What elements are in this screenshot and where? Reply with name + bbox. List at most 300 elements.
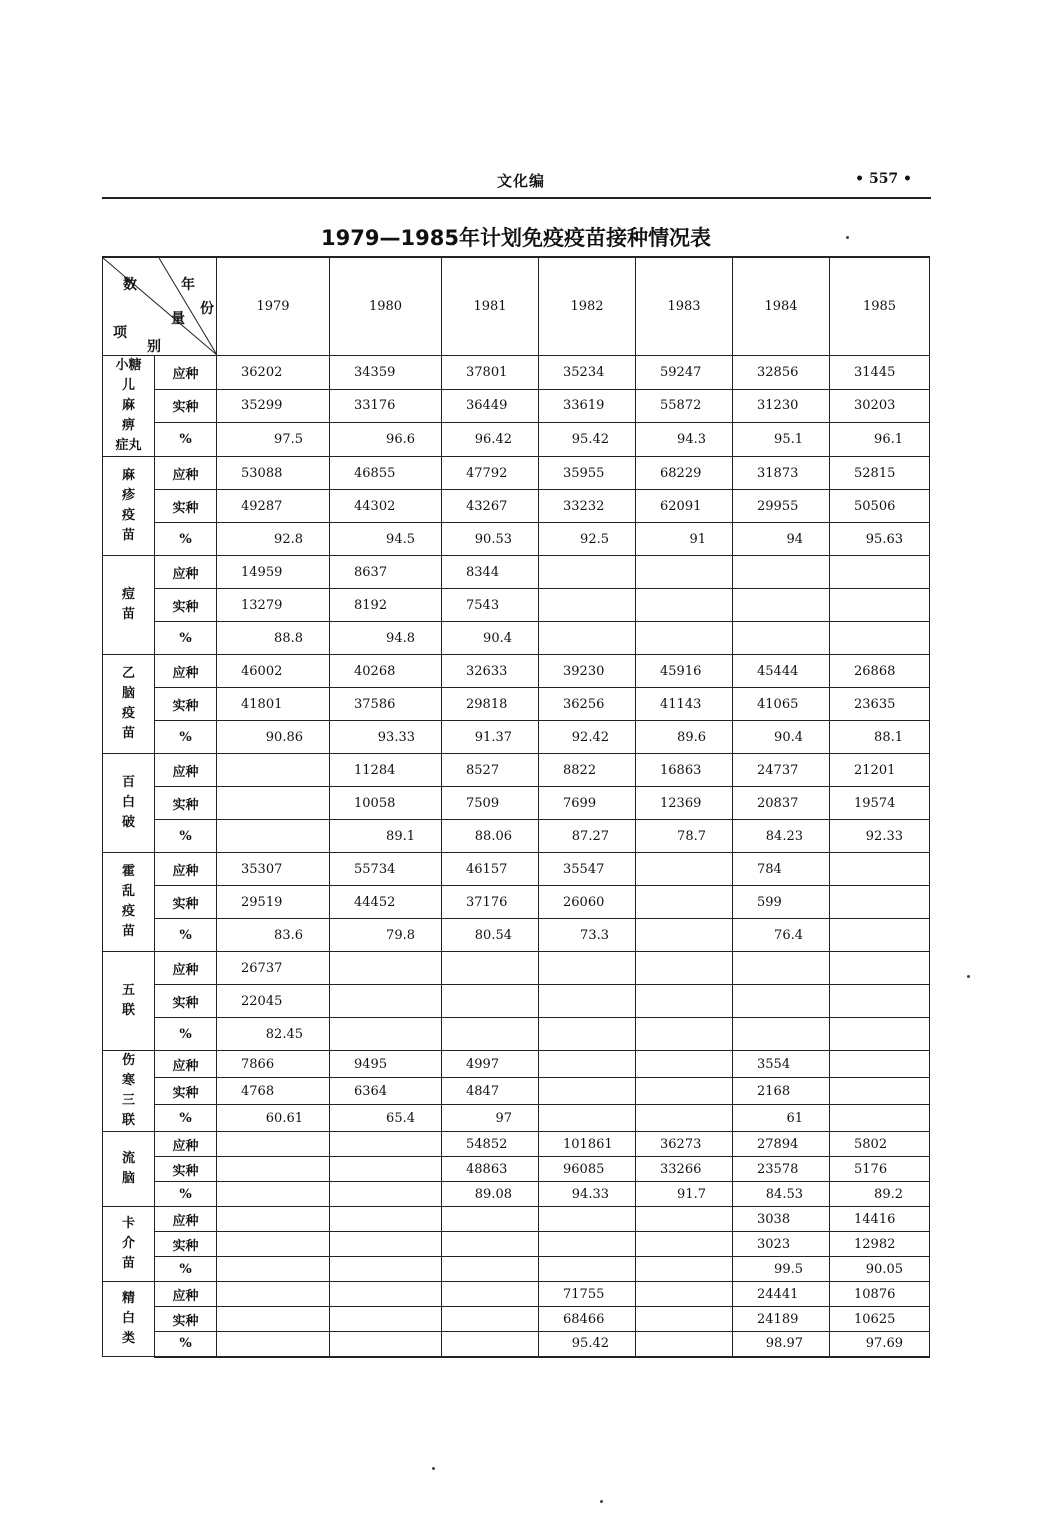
row-type-label: %	[155, 820, 217, 853]
actual-count-cell	[217, 1232, 330, 1257]
planned-count-cell: 36273	[636, 1132, 733, 1157]
corner-shu: 数	[123, 277, 137, 293]
row-type-label: %	[155, 622, 217, 655]
actual-count-cell: 48863	[442, 1157, 539, 1182]
row-type-label: %	[155, 919, 217, 952]
row-type-label: %	[155, 1257, 217, 1282]
percent-cell: 95.63	[830, 523, 930, 556]
actual-count-cell: 13279	[217, 589, 330, 622]
percent-cell: 98.97	[733, 1332, 830, 1357]
percent-cell	[539, 1257, 636, 1282]
percent-cell	[636, 622, 733, 655]
table-row	[103, 1132, 930, 1157]
percent-cell: 97	[442, 1105, 539, 1132]
planned-count-cell: 45444	[733, 655, 830, 688]
table-row	[103, 721, 930, 754]
planned-count-cell: 11284	[330, 754, 442, 787]
vaccine-group-char: 疫	[121, 508, 135, 523]
table-row	[103, 1051, 930, 1078]
percent-cell	[330, 1018, 442, 1051]
actual-count-cell: 36256	[539, 688, 636, 721]
planned-count-cell	[539, 556, 636, 589]
row-type-label: %	[155, 1105, 217, 1132]
actual-count-cell	[442, 985, 539, 1018]
year-header: 1979	[217, 257, 330, 356]
percent-cell: 94.3	[636, 423, 733, 457]
actual-count-cell: 50506	[830, 490, 930, 523]
planned-count-cell: 35547	[539, 853, 636, 886]
vaccine-group-char: 症丸	[115, 438, 142, 453]
actual-count-cell	[636, 886, 733, 919]
vaccine-group-char: 白	[121, 795, 135, 810]
planned-count-cell: 8344	[442, 556, 539, 589]
percent-cell	[442, 1332, 539, 1357]
percent-cell: 79.8	[330, 919, 442, 952]
actual-count-cell: 62091	[636, 490, 733, 523]
table-row	[103, 1207, 930, 1232]
planned-count-cell: 31445	[830, 356, 930, 390]
print-speck	[432, 1467, 435, 1470]
percent-cell: 83.6	[217, 919, 330, 952]
table-row	[103, 1232, 930, 1257]
vaccine-group-char: 百	[121, 775, 135, 790]
immunization-table	[102, 256, 930, 1358]
actual-count-cell: 8192	[330, 589, 442, 622]
year-header: 1983	[636, 257, 733, 356]
percent-cell	[830, 1105, 930, 1132]
planned-count-cell: 59247	[636, 356, 733, 390]
planned-count-cell	[330, 1207, 442, 1232]
vaccine-group-char: 白	[121, 1311, 135, 1326]
actual-count-cell: 33266	[636, 1157, 733, 1182]
vaccine-group-label	[103, 754, 155, 853]
percent-cell: 73.3	[539, 919, 636, 952]
actual-count-cell: 33619	[539, 389, 636, 423]
print-speck	[600, 1500, 603, 1503]
planned-count-cell: 39230	[539, 655, 636, 688]
vaccine-group-char: 寒	[121, 1073, 135, 1088]
vaccine-group-char: 霍	[121, 864, 135, 879]
percent-cell: 88.8	[217, 622, 330, 655]
table-row	[103, 1018, 930, 1051]
percent-cell: 82.45	[217, 1018, 330, 1051]
planned-count-cell: 784	[733, 853, 830, 886]
vaccine-group-label	[103, 356, 155, 457]
table-row	[103, 356, 930, 390]
actual-count-cell	[330, 985, 442, 1018]
planned-count-cell: 8637	[330, 556, 442, 589]
percent-cell	[442, 1018, 539, 1051]
table-row	[103, 1105, 930, 1132]
actual-count-cell: 20837	[733, 787, 830, 820]
row-type-label: 应种	[155, 1132, 217, 1157]
vaccine-group-char: 流	[121, 1151, 135, 1166]
percent-cell: 88.06	[442, 820, 539, 853]
actual-count-cell	[330, 1157, 442, 1182]
percent-cell	[636, 1332, 733, 1357]
page-header	[102, 168, 930, 196]
actual-count-cell	[636, 1232, 733, 1257]
percent-cell: 65.4	[330, 1105, 442, 1132]
vaccine-group-label	[103, 556, 155, 655]
percent-cell: 90.05	[830, 1257, 930, 1282]
vaccine-group-char: 苗	[121, 726, 135, 741]
row-type-label: %	[155, 423, 217, 457]
print-speck	[846, 236, 849, 239]
vaccine-group-char: 痹	[121, 418, 135, 433]
planned-count-cell: 4997	[442, 1051, 539, 1078]
actual-count-cell: 43267	[442, 490, 539, 523]
vaccine-group-char: 苗	[121, 607, 135, 622]
percent-cell: 76.4	[733, 919, 830, 952]
row-type-label: %	[155, 523, 217, 556]
vaccine-group-label	[103, 853, 155, 952]
planned-count-cell: 46157	[442, 853, 539, 886]
vaccine-group-char: 麻	[121, 398, 135, 413]
planned-count-cell: 14959	[217, 556, 330, 589]
planned-count-cell	[217, 1207, 330, 1232]
planned-count-cell: 27894	[733, 1132, 830, 1157]
print-speck	[967, 975, 970, 978]
percent-cell: 89.08	[442, 1182, 539, 1207]
actual-count-cell	[539, 985, 636, 1018]
actual-count-cell: 33232	[539, 490, 636, 523]
planned-count-cell	[636, 1051, 733, 1078]
actual-count-cell: 10625	[830, 1307, 930, 1332]
actual-count-cell: 41065	[733, 688, 830, 721]
vaccine-group-char: 三	[121, 1093, 135, 1108]
row-type-label: 应种	[155, 952, 217, 985]
actual-count-cell	[539, 1078, 636, 1105]
planned-count-cell	[733, 952, 830, 985]
planned-count-cell: 54852	[442, 1132, 539, 1157]
table-row	[103, 655, 930, 688]
actual-count-cell: 23635	[830, 688, 930, 721]
actual-count-cell: 37586	[330, 688, 442, 721]
actual-count-cell	[636, 985, 733, 1018]
row-type-label: 应种	[155, 754, 217, 787]
year-header: 1980	[330, 257, 442, 356]
row-type-label: 应种	[155, 1207, 217, 1232]
planned-count-cell	[539, 1207, 636, 1232]
planned-count-cell	[636, 952, 733, 985]
actual-count-cell: 41801	[217, 688, 330, 721]
table-row	[103, 754, 930, 787]
actual-count-cell	[830, 589, 930, 622]
planned-count-cell: 10876	[830, 1282, 930, 1307]
vaccine-group-char: 儿	[121, 378, 135, 393]
table-row	[103, 490, 930, 523]
percent-cell	[733, 622, 830, 655]
row-type-label: 应种	[155, 457, 217, 490]
vaccine-group-char: 麻	[121, 468, 135, 483]
vaccine-group-char: 乙	[121, 666, 135, 681]
actual-count-cell	[830, 886, 930, 919]
actual-count-cell: 44452	[330, 886, 442, 919]
vaccine-group-label	[103, 457, 155, 556]
actual-count-cell	[217, 1307, 330, 1332]
percent-cell: 90.86	[217, 721, 330, 754]
planned-count-cell: 37801	[442, 356, 539, 390]
actual-count-cell: 12982	[830, 1232, 930, 1257]
actual-count-cell	[330, 1307, 442, 1332]
row-type-label: 应种	[155, 853, 217, 886]
vaccine-group-char: 脑	[121, 1171, 135, 1186]
table-row	[103, 1078, 930, 1105]
percent-cell: 94	[733, 523, 830, 556]
percent-cell: 95.42	[539, 1332, 636, 1357]
actual-count-cell: 7543	[442, 589, 539, 622]
planned-count-cell: 26737	[217, 952, 330, 985]
percent-cell	[330, 1332, 442, 1357]
planned-count-cell: 9495	[330, 1051, 442, 1078]
percent-cell	[830, 919, 930, 952]
planned-count-cell	[830, 556, 930, 589]
actual-count-cell	[636, 1307, 733, 1332]
percent-cell: 92.8	[217, 523, 330, 556]
actual-count-cell: 4847	[442, 1078, 539, 1105]
table-row	[103, 423, 930, 457]
planned-count-cell	[442, 952, 539, 985]
actual-count-cell: 37176	[442, 886, 539, 919]
vaccine-group-char: 苗	[121, 528, 135, 543]
percent-cell	[539, 1105, 636, 1132]
percent-cell: 88.1	[830, 721, 930, 754]
vaccine-group-char: 小糖	[115, 358, 142, 373]
row-type-label: 实种	[155, 389, 217, 423]
actual-count-cell: 6364	[330, 1078, 442, 1105]
corner-liang: 量	[171, 311, 185, 327]
vaccine-group-char: 乱	[121, 884, 135, 899]
planned-count-cell: 26868	[830, 655, 930, 688]
actual-count-cell: 29519	[217, 886, 330, 919]
actual-count-cell: 44302	[330, 490, 442, 523]
planned-count-cell: 5802	[830, 1132, 930, 1157]
planned-count-cell	[330, 1282, 442, 1307]
percent-cell: 99.5	[733, 1257, 830, 1282]
percent-cell	[636, 1257, 733, 1282]
planned-count-cell	[539, 952, 636, 985]
actual-count-cell	[539, 589, 636, 622]
percent-cell: 89.2	[830, 1182, 930, 1207]
row-type-label: 实种	[155, 886, 217, 919]
planned-count-cell: 3554	[733, 1051, 830, 1078]
header-row	[103, 257, 930, 356]
planned-count-cell: 16863	[636, 754, 733, 787]
percent-cell	[636, 1105, 733, 1132]
percent-cell	[217, 1332, 330, 1357]
actual-count-cell: 96085	[539, 1157, 636, 1182]
planned-count-cell: 8527	[442, 754, 539, 787]
percent-cell: 92.5	[539, 523, 636, 556]
planned-count-cell	[636, 853, 733, 886]
planned-count-cell: 101861	[539, 1132, 636, 1157]
percent-cell: 60.61	[217, 1105, 330, 1132]
percent-cell: 94.5	[330, 523, 442, 556]
percent-cell: 84.53	[733, 1182, 830, 1207]
year-header: 1981	[442, 257, 539, 356]
planned-count-cell: 53088	[217, 457, 330, 490]
row-type-label: 实种	[155, 688, 217, 721]
planned-count-cell: 35955	[539, 457, 636, 490]
percent-cell: 89.6	[636, 721, 733, 754]
planned-count-cell: 55734	[330, 853, 442, 886]
actual-count-cell	[636, 589, 733, 622]
percent-cell: 96.1	[830, 423, 930, 457]
vaccine-group-char: 类	[121, 1331, 135, 1346]
table-row	[103, 589, 930, 622]
row-type-label: 应种	[155, 556, 217, 589]
vaccine-group-label	[103, 1282, 155, 1357]
planned-count-cell: 32856	[733, 356, 830, 390]
planned-count-cell: 46855	[330, 457, 442, 490]
actual-count-cell: 7509	[442, 787, 539, 820]
year-header: 1982	[539, 257, 636, 356]
vaccine-group-char: 破	[121, 815, 135, 830]
percent-cell: 94.8	[330, 622, 442, 655]
actual-count-cell: 35299	[217, 389, 330, 423]
vaccine-group-char: 精	[121, 1291, 135, 1306]
planned-count-cell: 40268	[330, 655, 442, 688]
table-row	[103, 457, 930, 490]
actual-count-cell: 23578	[733, 1157, 830, 1182]
percent-cell: 97.5	[217, 423, 330, 457]
actual-count-cell	[733, 589, 830, 622]
actual-count-cell: 3023	[733, 1232, 830, 1257]
actual-count-cell	[217, 1157, 330, 1182]
percent-cell: 89.1	[330, 820, 442, 853]
row-type-label: 实种	[155, 787, 217, 820]
planned-count-cell	[330, 952, 442, 985]
percent-cell: 97.69	[830, 1332, 930, 1357]
header-rule	[102, 197, 931, 199]
vaccine-group-char: 痘	[121, 587, 135, 602]
table-row	[103, 523, 930, 556]
planned-count-cell: 34359	[330, 356, 442, 390]
percent-cell	[442, 1257, 539, 1282]
planned-count-cell: 8822	[539, 754, 636, 787]
year-header: 1985	[830, 257, 930, 356]
vaccine-group-label	[103, 655, 155, 754]
vaccine-group-char: 疫	[121, 904, 135, 919]
vaccine-group-char: 疹	[121, 488, 135, 503]
actual-count-cell	[442, 1307, 539, 1332]
row-type-label: 实种	[155, 985, 217, 1018]
actual-count-cell: 29818	[442, 688, 539, 721]
percent-cell: 95.1	[733, 423, 830, 457]
year-header: 1984	[733, 257, 830, 356]
percent-cell	[636, 1018, 733, 1051]
vaccine-group-char: 卡	[121, 1216, 135, 1231]
actual-count-cell: 55872	[636, 389, 733, 423]
planned-count-cell	[330, 1132, 442, 1157]
vaccine-group-char: 疫	[121, 706, 135, 721]
corner-fen: 份	[200, 301, 214, 317]
planned-count-cell: 3038	[733, 1207, 830, 1232]
table-row	[103, 1332, 930, 1357]
actual-count-cell: 41143	[636, 688, 733, 721]
row-type-label: %	[155, 1332, 217, 1357]
percent-cell: 91.7	[636, 1182, 733, 1207]
actual-count-cell: 22045	[217, 985, 330, 1018]
table-row	[103, 1282, 930, 1307]
planned-count-cell	[830, 952, 930, 985]
actual-count-cell: 10058	[330, 787, 442, 820]
row-type-label: %	[155, 1018, 217, 1051]
vaccine-group-char: 联	[121, 1003, 135, 1018]
corner-xiang: 项	[113, 325, 127, 341]
percent-cell	[830, 622, 930, 655]
planned-count-cell	[830, 853, 930, 886]
percent-cell	[539, 1018, 636, 1051]
planned-count-cell: 35234	[539, 356, 636, 390]
corner-bie: 别	[147, 339, 161, 355]
planned-count-cell: 36202	[217, 356, 330, 390]
percent-cell: 80.54	[442, 919, 539, 952]
percent-cell: 90.4	[733, 721, 830, 754]
vaccine-group-char: 介	[121, 1236, 135, 1251]
planned-count-cell	[217, 1282, 330, 1307]
percent-cell: 61	[733, 1105, 830, 1132]
planned-count-cell: 52815	[830, 457, 930, 490]
table-row	[103, 952, 930, 985]
planned-count-cell	[636, 1207, 733, 1232]
actual-count-cell: 12369	[636, 787, 733, 820]
table-row	[103, 1307, 930, 1332]
table-row	[103, 688, 930, 721]
table-row	[103, 622, 930, 655]
vaccine-group-char: 伤	[121, 1053, 135, 1068]
row-type-label: 实种	[155, 490, 217, 523]
actual-count-cell: 4768	[217, 1078, 330, 1105]
page-number: • 557 •	[855, 171, 912, 187]
actual-count-cell: 24189	[733, 1307, 830, 1332]
planned-count-cell: 35307	[217, 853, 330, 886]
row-type-label: 应种	[155, 356, 217, 390]
table-row	[103, 556, 930, 589]
actual-count-cell: 31230	[733, 389, 830, 423]
table-row	[103, 853, 930, 886]
row-type-label: 应种	[155, 1282, 217, 1307]
table-row	[103, 985, 930, 1018]
table-row	[103, 787, 930, 820]
vaccine-group-label	[103, 1051, 155, 1132]
vaccine-group-char: 联	[121, 1113, 135, 1128]
row-type-label: 应种	[155, 1051, 217, 1078]
percent-cell: 92.42	[539, 721, 636, 754]
actual-count-cell	[442, 1232, 539, 1257]
row-type-label: 实种	[155, 589, 217, 622]
planned-count-cell	[830, 1051, 930, 1078]
row-type-label: %	[155, 1182, 217, 1207]
row-type-label: %	[155, 721, 217, 754]
planned-count-cell: 32633	[442, 655, 539, 688]
table-row	[103, 1182, 930, 1207]
percent-cell: 93.33	[330, 721, 442, 754]
actual-count-cell	[330, 1232, 442, 1257]
percent-cell	[330, 1257, 442, 1282]
percent-cell: 78.7	[636, 820, 733, 853]
table-row	[103, 886, 930, 919]
planned-count-cell: 47792	[442, 457, 539, 490]
row-type-label: 实种	[155, 1157, 217, 1182]
planned-count-cell: 45916	[636, 655, 733, 688]
planned-count-cell: 24441	[733, 1282, 830, 1307]
planned-count-cell	[733, 556, 830, 589]
running-head: 文化编	[497, 172, 546, 190]
actual-count-cell: 68466	[539, 1307, 636, 1332]
actual-count-cell	[830, 1078, 930, 1105]
